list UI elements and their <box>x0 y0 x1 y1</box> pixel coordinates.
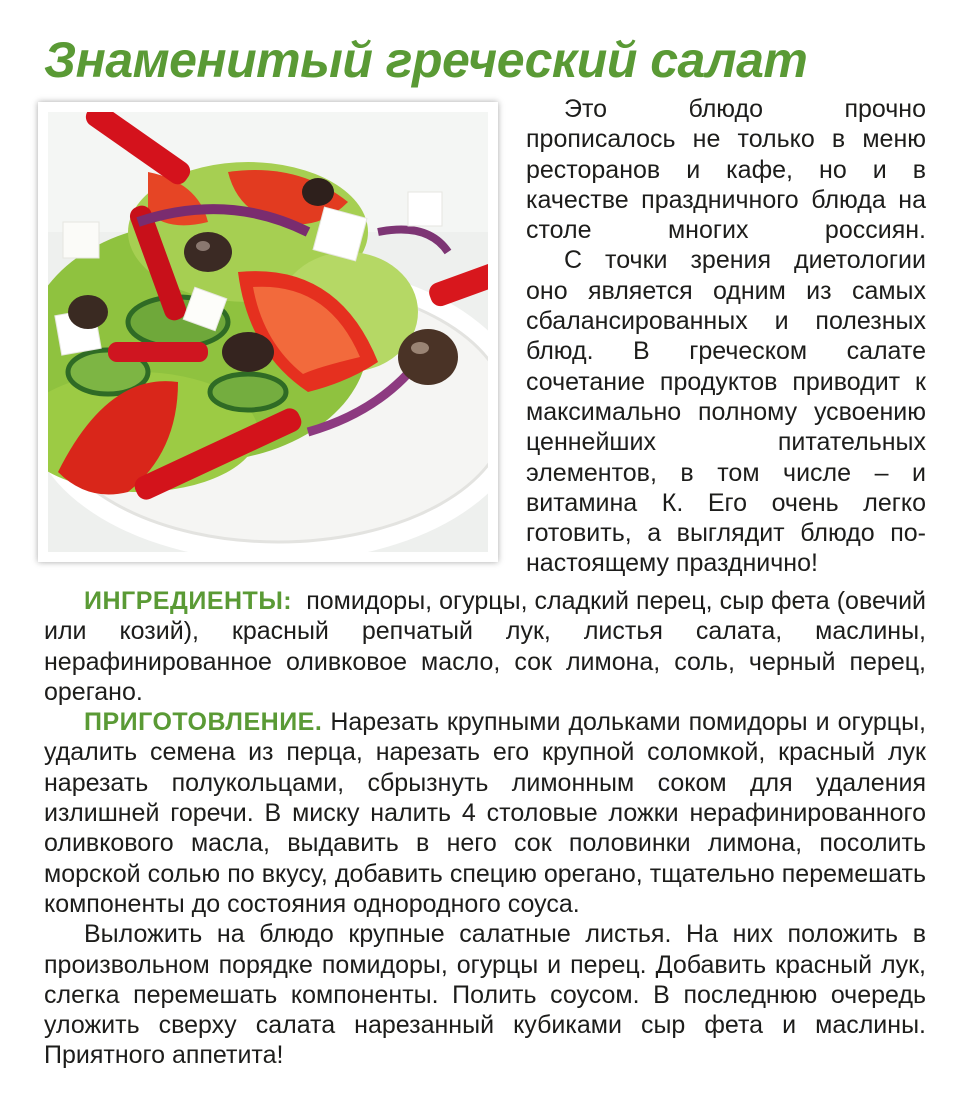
serving-paragraph: Выложить на блюдо крупные салатные листья. На них положить в произвольном порядке помидоры, огурцы и перец. Добавить красный лук, слегка перемешать компоненты. Полить соусом. В последнюю очередь уложить сверху салата нарезанный кубиками сыр фета и маслины. Приятного аппетита! <box>44 920 926 1070</box>
intro-text <box>526 94 926 579</box>
preparation-label: ПРИГОТОВЛЕНИЕ. <box>84 708 323 737</box>
intro-paragraph-2: С точки зрения диетологии оно является одним из самых сбалансированных и полезных блюд. В греческом салате сочетание продуктов приводит к максимально полному усвоению ценнейших питательных элементов, в том числе – и витамина К. Его очень легко готовить, а выглядит блюдо по-настоящему празднично! <box>526 246 926 578</box>
ingredients-text: помидоры, огурцы, сладкий перец, сыр фета (овечий или козий), красный репчатый лук, листья салата, маслины, нерафинированное оливковое масло, сок лимона, соль, черный перец, орегано. <box>44 587 926 706</box>
ingredients-paragraph <box>44 586 926 707</box>
recipe-body <box>44 586 926 1071</box>
page-title: Знаменитый греческий салат <box>44 32 808 88</box>
preparation-paragraph <box>44 707 926 919</box>
preparation-text: Нарезать крупными дольками помидоры и огурцы, удалить семена из перца, нарезать его крупной соломкой, красный лук нарезать полукольцами, сбрызнуть лимонным соком для удаления излишней горечи. В миску налить 4 столовые ложки нерафинированного оливкового масла, выдавить в него сок половинки лимона, посолить морской солью по вкусу, добавить специю орегано, тщательно перемешать компоненты до состояния однородного соуса. <box>44 708 926 918</box>
salad-photo-frame <box>38 102 498 562</box>
intro-paragraph-1: Это блюдо прочно прописалось не только в меню ресторанов и кафе, но и в качестве праздничного блюда на столе многих россиян. <box>526 95 926 245</box>
greek-salad-photo <box>48 112 488 552</box>
ingredients-label: ИНГРЕДИЕНТЫ: <box>84 587 293 615</box>
